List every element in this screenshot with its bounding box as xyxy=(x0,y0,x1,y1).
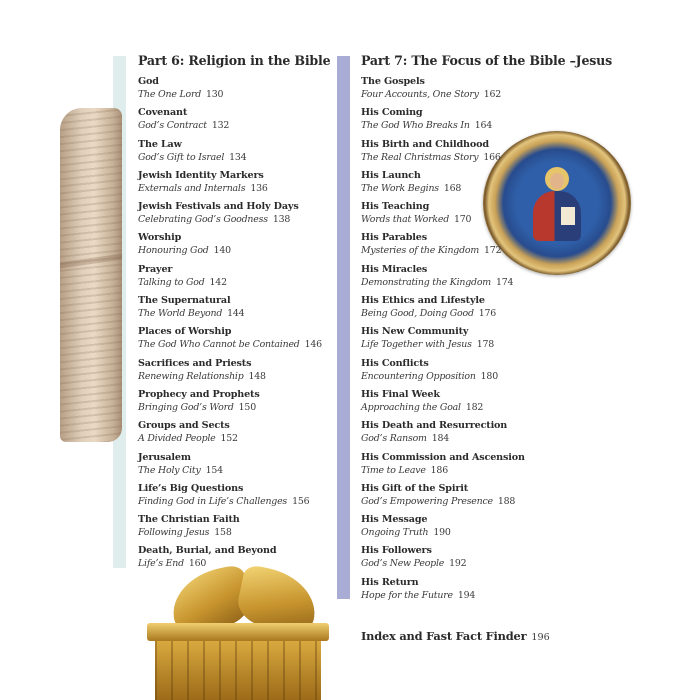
entry-subtitle: Four Accounts, One Story xyxy=(361,89,479,100)
entry-title: His Miracles xyxy=(361,263,428,275)
entry-page-number: 138 xyxy=(272,214,291,226)
toc-entry[interactable] xyxy=(138,294,338,325)
entry-title: His Gift of the Spirit xyxy=(361,482,469,494)
entry-subtitle-line xyxy=(138,401,338,414)
entry-subtitle: God’s New People xyxy=(361,558,445,570)
entry-page-number: 166 xyxy=(483,151,501,163)
part6-entry-list xyxy=(138,75,338,576)
entry-subtitle: Life’s End xyxy=(138,558,184,570)
entry-title: The Christian Faith xyxy=(138,514,240,526)
toc-entry[interactable] xyxy=(361,138,611,169)
entry-title: His Return xyxy=(361,576,419,588)
entry-subtitle: Mysteries of the Kingdom xyxy=(361,245,480,257)
toc-entry[interactable] xyxy=(138,231,338,262)
toc-entry[interactable] xyxy=(138,419,338,450)
entry-page-number: 160 xyxy=(188,558,207,570)
toc-entry[interactable] xyxy=(138,138,338,169)
entry-subtitle-line xyxy=(361,589,611,602)
entry-page-number: 162 xyxy=(483,89,502,100)
entry-title: Prayer xyxy=(138,263,173,275)
entry-page-number: 168 xyxy=(443,182,462,194)
entry-subtitle-line xyxy=(361,276,611,289)
entry-subtitle-line xyxy=(138,307,338,320)
entry-subtitle-line xyxy=(361,182,611,195)
entry-title: His Message xyxy=(361,514,428,526)
toc-entry[interactable] xyxy=(138,357,338,388)
entry-page-number: 174 xyxy=(495,276,514,288)
entry-title: His Birth and Childhood xyxy=(361,138,489,150)
part7-entry-list xyxy=(361,75,611,607)
entry-subtitle: Approaching the Goal xyxy=(361,401,461,413)
entry-subtitle: The World Beyond xyxy=(138,308,223,320)
entry-title: Covenant xyxy=(138,107,188,119)
toc-entry[interactable] xyxy=(361,576,611,607)
entry-title: Groups and Sects xyxy=(138,420,230,432)
entry-subtitle-line xyxy=(138,119,338,132)
entry-title: His Conflicts xyxy=(361,357,429,369)
entry-title: The Law xyxy=(138,138,182,150)
entry-subtitle-line xyxy=(361,557,611,570)
toc-entry[interactable] xyxy=(138,388,338,419)
entry-subtitle-line xyxy=(361,526,611,539)
entry-page-number: 170 xyxy=(454,214,472,226)
toc-entry[interactable] xyxy=(138,169,338,200)
toc-entry[interactable] xyxy=(361,419,611,450)
toc-entry[interactable] xyxy=(138,325,338,356)
entry-subtitle: Talking to God xyxy=(138,276,205,288)
entry-subtitle: The Real Christmas Story xyxy=(361,151,479,163)
entry-subtitle-line xyxy=(361,464,611,477)
entry-subtitle-line xyxy=(138,151,338,164)
entry-subtitle: Time to Leave xyxy=(361,464,426,476)
ark-of-covenant-image xyxy=(143,565,333,700)
toc-entry[interactable] xyxy=(361,388,611,419)
entry-subtitle-line xyxy=(361,495,611,508)
entry-subtitle-line xyxy=(138,495,338,508)
entry-title: His Commission and Ascension xyxy=(361,451,525,463)
entry-title: Jewish Identity Markers xyxy=(138,169,264,181)
entry-subtitle-line xyxy=(138,526,338,539)
entry-title: His Parables xyxy=(361,232,427,244)
entry-page-number: 178 xyxy=(476,339,495,351)
entry-subtitle: Hope for the Future xyxy=(361,589,453,601)
entry-subtitle: Ongoing Truth xyxy=(361,527,429,539)
entry-subtitle-line xyxy=(361,401,611,414)
toc-entry[interactable] xyxy=(138,513,338,544)
toc-entry[interactable] xyxy=(138,75,338,106)
entry-title: His Ethics and Lifestyle xyxy=(361,295,485,307)
entry-title: Jewish Festivals and Holy Days xyxy=(138,201,299,213)
entry-page-number: 134 xyxy=(229,151,247,163)
entry-subtitle-line xyxy=(138,432,338,445)
entry-subtitle: Words that Worked xyxy=(361,214,450,226)
entry-page-number: 172 xyxy=(484,245,502,257)
entry-title: Sacrifices and Priests xyxy=(138,357,252,369)
toc-entry[interactable] xyxy=(361,169,611,200)
toc-entry[interactable] xyxy=(361,451,611,482)
entry-page-number: 144 xyxy=(227,308,245,320)
entry-subtitle-line xyxy=(361,370,611,383)
entry-page-number: 136 xyxy=(250,182,268,194)
entry-page-number: 194 xyxy=(457,589,476,601)
entry-page-number: 150 xyxy=(238,401,256,413)
entry-page-number: 156 xyxy=(292,495,310,507)
toc-entry[interactable] xyxy=(138,451,338,482)
toc-entry[interactable] xyxy=(361,263,611,294)
entry-page-number: 142 xyxy=(209,276,227,288)
entry-subtitle: The God Who Cannot be Contained xyxy=(138,339,300,351)
entry-subtitle-line xyxy=(361,213,611,226)
toc-entry[interactable] xyxy=(138,106,338,137)
toc-entry[interactable] xyxy=(361,325,611,356)
entry-page-number: 192 xyxy=(449,558,467,570)
toc-entry[interactable] xyxy=(138,263,338,294)
entry-title: Death, Burial, and Beyond xyxy=(138,545,277,557)
entry-page-number: 184 xyxy=(431,433,450,445)
entry-subtitle-line xyxy=(138,88,338,101)
entry-subtitle: The Work Begins xyxy=(361,182,439,194)
entry-subtitle: The God Who Breaks In xyxy=(361,120,470,132)
entry-subtitle-line xyxy=(138,182,338,195)
entry-subtitle: The One Lord xyxy=(138,89,202,100)
entry-subtitle: Bringing God’s Word xyxy=(138,401,234,413)
index-entry[interactable] xyxy=(361,625,550,644)
entry-title: Life’s Big Questions xyxy=(138,482,244,494)
entry-page-number: 148 xyxy=(248,370,266,382)
toc-entry[interactable] xyxy=(361,544,611,575)
entry-title: His Followers xyxy=(361,545,432,557)
part7-accent-bar xyxy=(337,56,350,599)
entry-page-number: 158 xyxy=(214,527,232,539)
entry-subtitle: God’s Gift to Israel xyxy=(138,151,225,163)
entry-subtitle-line xyxy=(138,338,338,351)
entry-subtitle: God’s Empowering Presence xyxy=(361,495,493,507)
entry-subtitle-line xyxy=(361,88,611,101)
entry-subtitle: Honouring God xyxy=(138,245,209,257)
entry-page-number: 130 xyxy=(206,89,224,100)
toc-entry[interactable] xyxy=(361,294,611,325)
entry-subtitle-line xyxy=(361,432,611,445)
entry-subtitle-line xyxy=(138,464,338,477)
part7-title: Part 7: The Focus of the Bible –Jesus xyxy=(361,53,612,68)
entry-subtitle-line xyxy=(361,338,611,351)
entry-page-number: 140 xyxy=(213,245,231,257)
entry-title: Prophecy and Prophets xyxy=(138,388,260,400)
entry-title: His Death and Resurrection xyxy=(361,420,508,432)
entry-page-number: 132 xyxy=(211,120,230,132)
entry-subtitle: Being Good, Doing Good xyxy=(361,308,474,320)
index-page-number: 196 xyxy=(531,632,550,643)
toc-entry[interactable] xyxy=(138,200,338,231)
toc-entry[interactable] xyxy=(361,75,611,106)
entry-subtitle: Renewing Relationship xyxy=(138,370,244,382)
entry-page-number: 182 xyxy=(465,401,484,413)
entry-subtitle-line xyxy=(138,557,338,570)
entry-subtitle: Demonstrating the Kingdom xyxy=(361,276,491,288)
entry-page-number: 176 xyxy=(478,308,497,320)
entry-subtitle: Externals and Internals xyxy=(138,182,246,194)
entry-subtitle: God’s Ransom xyxy=(361,433,427,445)
entry-subtitle: Following Jesus xyxy=(138,527,210,539)
toc-entry[interactable] xyxy=(361,106,611,137)
entry-title: God xyxy=(138,76,159,87)
entry-title: His Launch xyxy=(361,169,421,181)
index-title: Index and Fast Fact Finder xyxy=(361,629,527,643)
toc-entry[interactable] xyxy=(138,544,338,575)
entry-title: The Gospels xyxy=(361,76,425,87)
clay-cylinder-image xyxy=(60,108,122,442)
entry-page-number: 146 xyxy=(304,339,322,351)
entry-subtitle: The Holy City xyxy=(138,464,201,476)
entry-title: Worship xyxy=(138,232,182,244)
entry-page-number: 164 xyxy=(474,120,493,132)
toc-entry[interactable] xyxy=(361,200,611,231)
toc-entry[interactable] xyxy=(361,231,611,262)
toc-entry[interactable] xyxy=(138,482,338,513)
entry-subtitle: Celebrating God’s Goodness xyxy=(138,214,268,226)
entry-title: His Coming xyxy=(361,107,423,119)
entry-page-number: 188 xyxy=(497,495,516,507)
entry-subtitle: Finding God in Life’s Challenges xyxy=(138,495,288,507)
entry-subtitle: A Divided People xyxy=(138,433,216,445)
entry-subtitle-line xyxy=(138,276,338,289)
entry-subtitle-line xyxy=(361,244,611,257)
part6-title: Part 6: Religion in the Bible xyxy=(138,53,331,68)
entry-page-number: 180 xyxy=(480,370,498,382)
entry-title: Jerusalem xyxy=(138,451,191,463)
entry-subtitle-line xyxy=(361,151,611,164)
entry-subtitle-line xyxy=(138,244,338,257)
entry-subtitle-line xyxy=(138,370,338,383)
entry-subtitle-line xyxy=(138,213,338,226)
entry-page-number: 154 xyxy=(205,464,223,476)
entry-title: The Supernatural xyxy=(138,295,231,307)
entry-title: Places of Worship xyxy=(138,326,232,338)
entry-subtitle: Life Together with Jesus xyxy=(361,339,472,351)
entry-subtitle: God’s Contract xyxy=(138,120,207,132)
toc-entry[interactable] xyxy=(361,357,611,388)
entry-subtitle: Encountering Opposition xyxy=(361,370,476,382)
entry-page-number: 190 xyxy=(433,527,451,539)
entry-page-number: 152 xyxy=(220,433,238,445)
entry-subtitle-line xyxy=(361,307,611,320)
part7-contents xyxy=(361,53,611,607)
toc-entry[interactable] xyxy=(361,482,611,513)
toc-entry[interactable] xyxy=(361,513,611,544)
entry-title: His Final Week xyxy=(361,388,440,400)
entry-subtitle-line xyxy=(361,119,611,132)
entry-page-number: 186 xyxy=(430,464,448,476)
entry-title: His Teaching xyxy=(361,201,430,213)
part6-contents xyxy=(138,53,338,576)
entry-title: His New Community xyxy=(361,326,469,338)
